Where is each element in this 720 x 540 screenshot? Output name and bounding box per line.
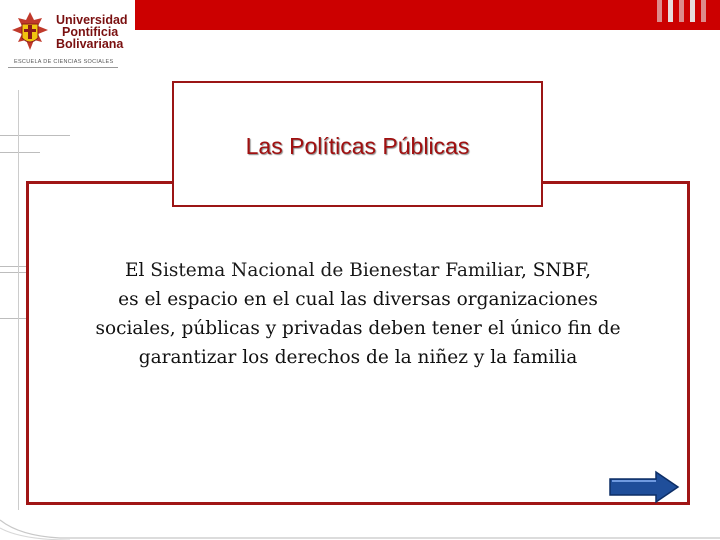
title-box (172, 81, 543, 207)
body-line-1 (29, 256, 687, 285)
crest-icon (8, 10, 52, 54)
logo-subtitle: ESCUELA DE CIENCIAS SOCIALES (14, 59, 114, 65)
deco-line (0, 135, 70, 136)
logo-line-3: Bolivariana (56, 37, 124, 51)
deco-line (0, 318, 26, 319)
logo-divider (8, 67, 118, 68)
bottom-decoration (0, 500, 720, 540)
slide-title: Las Políticas Públicas (245, 133, 470, 159)
body-line-1-prefix: El (124, 260, 145, 281)
next-slide-button[interactable] (608, 470, 680, 504)
snbf-name: Sistema Nacional de Bienestar Familiar (150, 260, 521, 281)
university-logo (8, 10, 133, 66)
deco-vertical-line (18, 90, 19, 510)
logo-wordmark (56, 14, 128, 50)
content-box (26, 181, 690, 505)
header-stripes (657, 0, 706, 22)
right-arrow-icon (610, 472, 678, 502)
body-line-3: sociales, públicas y privadas deben tener el único fin de (95, 318, 621, 339)
body-line-2: es el espacio en el cual las diversas organizaciones (118, 289, 598, 310)
logo-line-2: Pontificia (62, 25, 119, 39)
deco-line (0, 152, 40, 153)
body-line-1-suffix: , SNBF, (520, 260, 592, 281)
logo-line-1: Universidad (56, 13, 128, 27)
body-line-4: garantizar los derechos de la niñez y la familia (138, 347, 578, 368)
body-text (29, 256, 687, 372)
header-red-band (135, 0, 720, 30)
